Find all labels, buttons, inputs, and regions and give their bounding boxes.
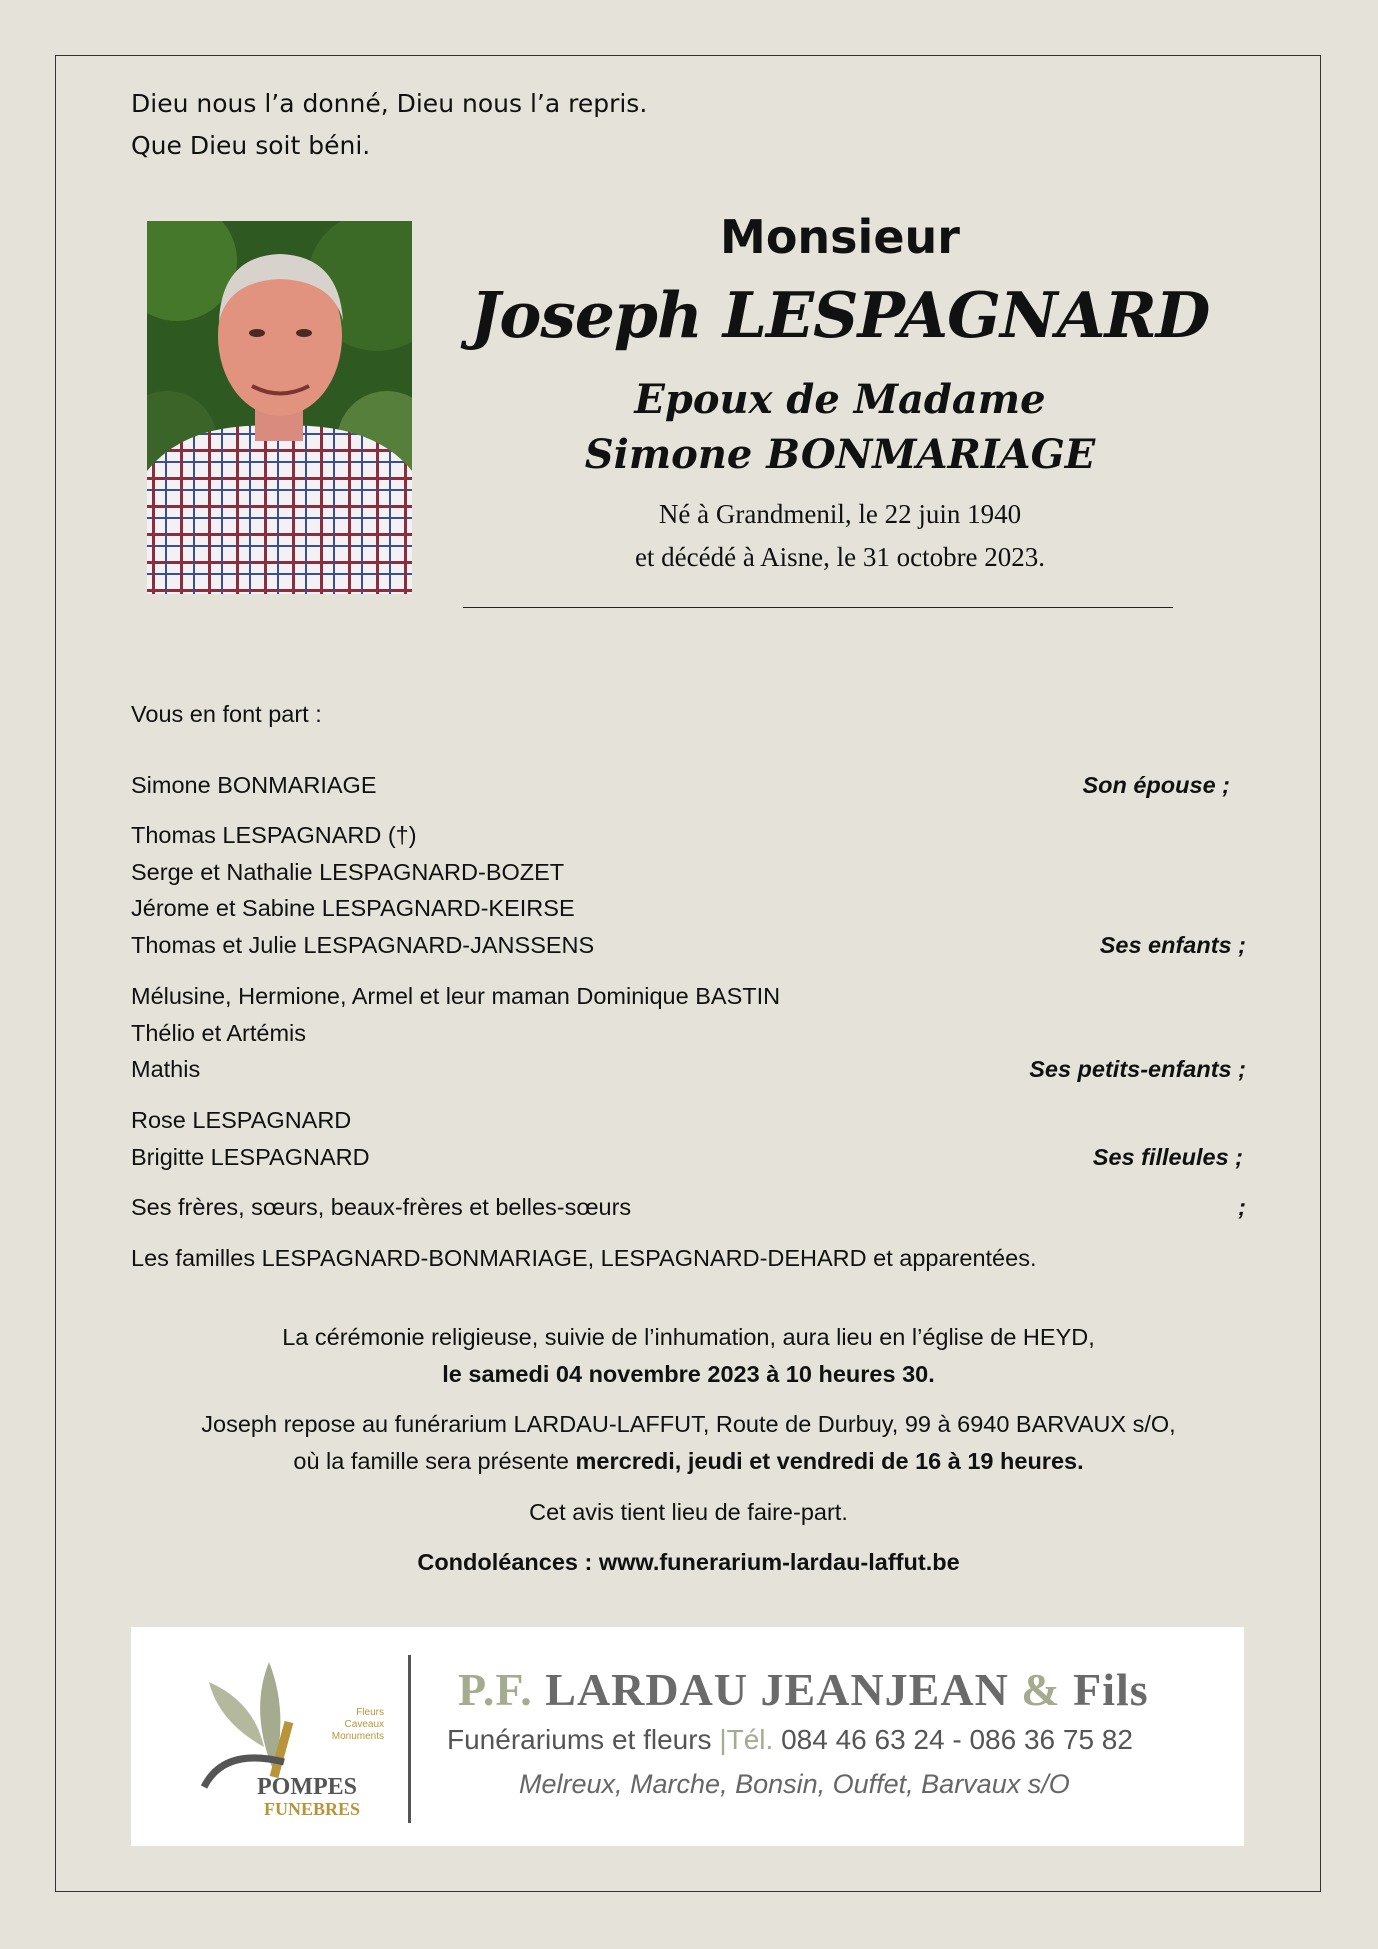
family-name: Les familles LESPAGNARD-BONMARIAGE, LESPAGNARD-DEHARD et apparentées.	[131, 1245, 1037, 1271]
funerarium-info: Joseph repose au funérarium LARDAU-LAFFUT, Route de Durbuy, 99 à 6940 BARVAUX s/O,	[201, 1411, 1176, 1437]
family-name: Thomas et Julie LESPAGNARD-JANSSENS	[131, 931, 595, 958]
birth-line: Né à Grandmenil, le 22 juin 1940	[658, 499, 1022, 529]
family-name: Thélio et Artémis	[131, 1019, 307, 1046]
relation-label: Ses petits-enfants ;	[1029, 1056, 1246, 1082]
visiting-days: mercredi, jeudi et vendredi de 16 à 19 heures.	[575, 1448, 1084, 1474]
spouse-name: Simone BONMARIAGE	[584, 431, 1096, 478]
family-name: Brigitte LESPAGNARD	[131, 1143, 370, 1170]
logo-text-pompes: POMPES	[257, 1774, 357, 1800]
funeral-home-banner	[131, 1627, 1244, 1846]
portrait-photo	[147, 221, 412, 594]
relation-label: Ses filleules ;	[1092, 1143, 1243, 1170]
family-group-siblings	[131, 1189, 1246, 1226]
family-group-spouse	[131, 767, 1246, 804]
company-locations: Melreux, Marche, Bonsin, Ouffet, Barvaux s/O	[519, 1769, 1070, 1799]
company-name: P.F. LARDAU JEANJEAN & Fils	[458, 1664, 1149, 1715]
family-group-grandchildren	[131, 978, 1246, 1088]
life-dates	[440, 493, 1240, 579]
deceased-name: Joseph LESPAGNARD	[470, 278, 1210, 352]
family-name: Ses frères, sœurs, beaux-frères et belles-sœurs	[131, 1194, 632, 1220]
opening-verse	[131, 83, 647, 167]
visiting-intro: où la famille sera présente	[293, 1448, 576, 1474]
family-name: Thomas LESPAGNARD (†)	[131, 822, 417, 848]
family-name: Simone BONMARIAGE	[131, 772, 377, 798]
family-name: Rose LESPAGNARD	[131, 1107, 352, 1133]
ceremony-place: La cérémonie religieuse, suivie de l’inhumation, aura lieu en l’église de HEYD,	[282, 1324, 1095, 1350]
banner-divider	[408, 1655, 411, 1823]
family-name: Mélusine, Hermione, Armel et leur maman Dominique BASTIN	[131, 983, 781, 1009]
spouse-line: Epoux de Madame	[634, 376, 1046, 423]
relation-label: ;	[1238, 1194, 1246, 1220]
honorific-title: Monsieur	[720, 210, 960, 264]
logo-text-funebres: FUNEBRES	[264, 1799, 361, 1819]
verse-line: Dieu nous l’a donné, Dieu nous l’a repris.	[131, 89, 648, 118]
ceremony-date: le samedi 04 novembre 2023 à 10 heures 30.	[442, 1361, 935, 1387]
visiting-hours	[131, 1443, 1246, 1480]
family-group-goddaughters	[131, 1102, 1246, 1175]
logo-services: Fleurs Caveaux Monuments	[331, 1707, 384, 1742]
notice-statement: Cet avis tient lieu de faire-part.	[529, 1499, 848, 1525]
company-contact: Funérariums et fleurs |Tél. 084 46 63 24 - 086 36 75 82	[447, 1724, 1133, 1755]
family-name: Serge et Nathalie LESPAGNARD-BOZET	[131, 858, 565, 885]
verse-line: Que Dieu soit béni.	[131, 131, 371, 160]
death-line: et décédé à Aisne, le 31 octobre 2023.	[634, 542, 1046, 572]
announcement-intro: Vous en font part :	[131, 701, 322, 727]
family-group-children	[131, 817, 1246, 963]
header-divider	[463, 607, 1173, 608]
spouse-info	[440, 372, 1240, 482]
relation-label: Son épouse ;	[1082, 772, 1230, 798]
phone-numbers[interactable]: 084 46 63 24 - 086 36 75 82	[781, 1724, 1133, 1755]
condolences-link[interactable]: Condoléances : www.funerarium-lardau-laffut.be	[417, 1549, 960, 1575]
family-group-relatives	[131, 1240, 1246, 1277]
family-name: Jérome et Sabine LESPAGNARD-KEIRSE	[131, 895, 575, 921]
funeral-logo	[179, 1652, 389, 1827]
family-name: Mathis	[131, 1056, 201, 1082]
relation-label: Ses enfants ;	[1099, 931, 1246, 958]
